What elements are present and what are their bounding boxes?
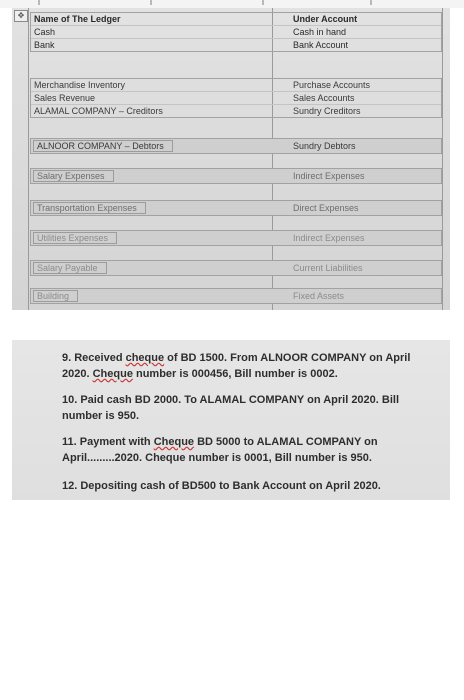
top-strip	[0, 0, 464, 8]
ledger-row	[31, 261, 441, 275]
under-account: Indirect Expenses	[293, 233, 365, 243]
under-account: Indirect Expenses	[293, 171, 365, 181]
ledger-row-group	[30, 288, 442, 304]
ledger-name: Sales Revenue	[34, 93, 96, 103]
q11-text: 11. Payment with	[62, 436, 154, 448]
ledger-row-group	[30, 260, 442, 276]
under-account: Purchase Accounts	[293, 80, 371, 90]
under-account: Cash in hand	[293, 27, 347, 37]
strip-tick	[370, 0, 372, 5]
strip-tick	[262, 0, 264, 5]
ledger-row-group	[30, 200, 442, 216]
strip-tick	[38, 0, 40, 5]
header-ledger-name: Name of The Ledger	[34, 14, 121, 24]
q9-underlined-word: cheque	[125, 352, 165, 364]
column-divider	[442, 8, 443, 310]
ledger-row	[31, 92, 441, 105]
q11-underlined-word: Cheque	[153, 436, 195, 448]
question-11	[62, 434, 430, 466]
under-account: Direct Expenses	[293, 203, 359, 213]
ledger-name: Salary Expenses	[33, 170, 114, 182]
ledger-row	[31, 231, 441, 245]
q9-text: of BD 1500. From ALNOOR COMPANY on April	[164, 352, 411, 364]
ledger-row	[31, 79, 441, 92]
under-account: Sales Accounts	[293, 93, 355, 103]
ledger-row	[31, 105, 441, 117]
questions-photo	[12, 340, 450, 500]
ledger-row-group	[30, 12, 442, 52]
q12-text: 12. Depositing cash of BD500 to Bank Account on April 2020.	[62, 480, 381, 492]
under-account: Sundry Debtors	[293, 141, 356, 151]
ledger-name: ALNOOR COMPANY – Debtors	[33, 140, 173, 152]
ledger-row-group	[30, 138, 442, 154]
ledger-name: Salary Payable	[33, 262, 107, 274]
column-divider	[28, 8, 29, 310]
q11-text: April.........2020. Cheque number is 0001, Bill number is 950.	[62, 452, 372, 464]
ledger-row	[31, 169, 441, 183]
ledger-name: Merchandise Inventory	[34, 80, 126, 90]
q11-text: BD 5000 to ALAMAL COMPANY on	[194, 436, 378, 448]
header-under-account: Under Account	[293, 14, 358, 24]
ledger-name: Transportation Expenses	[33, 202, 146, 214]
ledger-name: Cash	[34, 27, 56, 37]
q9-text: number is 000456, Bill number is 0002.	[132, 368, 338, 380]
ledger-row-group	[30, 230, 442, 246]
ledger-row-group	[30, 78, 442, 118]
ledger-name: ALAMAL COMPANY – Creditors	[34, 106, 163, 116]
question-12	[62, 478, 430, 494]
q9-text: 9. Received	[62, 352, 126, 364]
q10-text: 10. Paid cash BD 2000. To ALAMAL COMPANY on April 2020. Bill	[62, 394, 400, 406]
ledger-row-group	[30, 168, 442, 184]
ledger-row	[31, 39, 441, 51]
q9-underlined-word: Cheque	[92, 368, 133, 380]
ledger-row	[31, 201, 441, 215]
under-account: Bank Account	[293, 40, 349, 50]
under-account: Sundry Creditors	[293, 106, 361, 116]
under-account: Fixed Assets	[293, 291, 345, 301]
ledger-name: Building	[33, 290, 78, 302]
under-account: Current Liabilities	[293, 263, 363, 273]
ledger-table-photo	[12, 8, 450, 310]
question-10	[62, 392, 430, 424]
strip-tick	[150, 0, 152, 5]
q9-text: 2020.	[62, 368, 93, 380]
ledger-row	[31, 26, 441, 39]
question-9	[62, 350, 430, 382]
ledger-row	[31, 289, 441, 303]
q10-text: number is 950.	[62, 410, 140, 422]
table-move-icon[interactable]: ✥	[14, 10, 28, 22]
ledger-name: Utilities Expenses	[33, 232, 117, 244]
ledger-row	[31, 139, 441, 153]
ledger-header-row	[31, 13, 441, 26]
ledger-name: Bank	[34, 40, 55, 50]
